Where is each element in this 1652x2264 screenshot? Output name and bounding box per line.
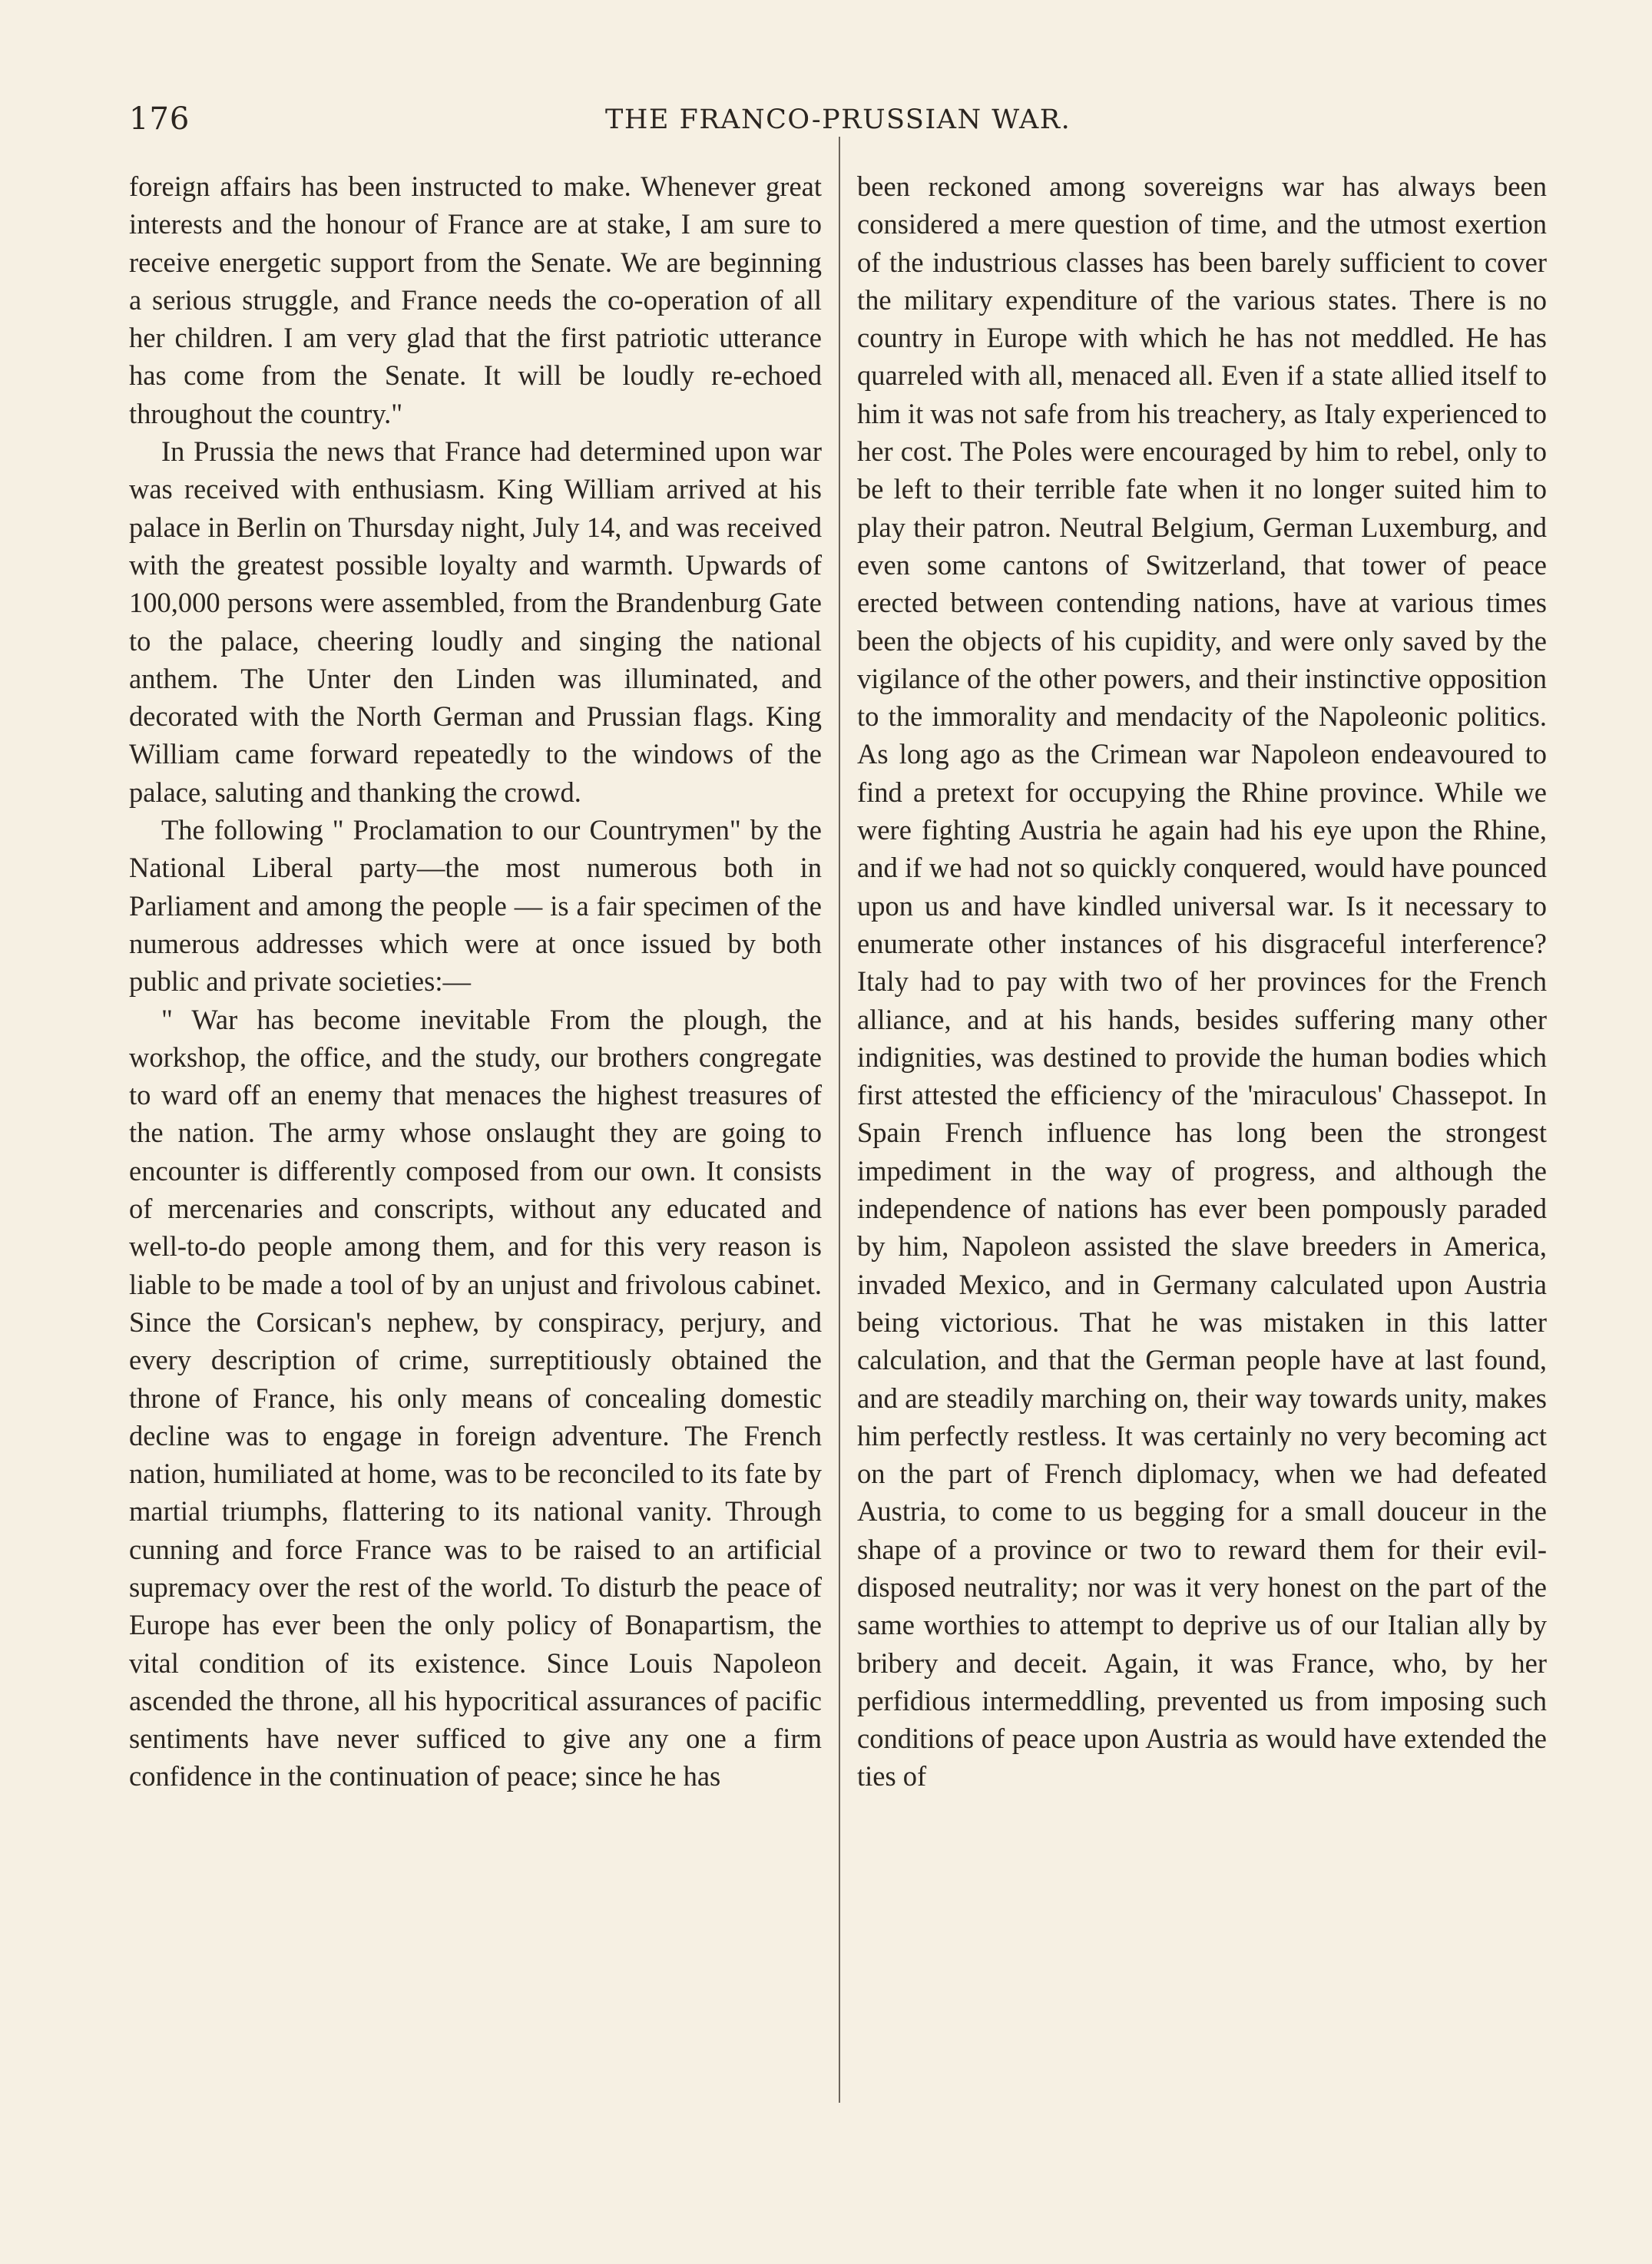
running-title: THE FRANCO-PRUSSIAN WAR. <box>605 104 1071 135</box>
paragraph: " War has become inevitable From the plough, the workshop, the office, and the study, our brothers congregate to ward off an enemy that menaces the highest treasures of the nation. The army whose onslaught they are going to encounter is differently composed from our own. It consists of mercenaries and conscripts, without any educated and well-to-do people among them, and for this very reason is liable to be made a tool of by an unjust and frivolous cabinet. Since the Corsican's nephew, by conspiracy, perjury, and every description of crime, surreptitiously obtained the throne of France, his only means of concealing domestic decline was to engage in foreign adventure. The French nation, humiliated at home, was to be reconciled to its fate by martial triumphs, flattering to its national vanity. Through cunning and force France was to be raised to an artificial supremacy over the rest of the world. To disturb the peace of Europe has ever been the only policy of Bonapartism, the vital condition of its existence. Since Louis Napoleon ascended the throne, all his hypocritical assurances of pacific sentiments have never sufficed to give any one a firm confidence in the continuation of peace; since he has <box>129 1003 822 1792</box>
left-column <box>129 167 822 1796</box>
right-column <box>857 167 1547 1796</box>
running-head <box>129 101 1542 147</box>
paragraph: In Prussia the news that France had determined upon war was received with enthusiasm. King William arrived at his palace in Berlin on Thursday night, July 14, and was received with the greatest possible loyalty and warmth. Upwards of 100,000 persons were assembled, from the Brandenburg Gate to the palace, cheering loudly and singing the national anthem. The Unter den Linden was illuminated, and decorated with the North German and Prussian flags. King William came forward repeatedly to the windows of the palace, saluting and thanking the crowd. <box>129 435 822 808</box>
paragraph: The following " Proclamation to our Countrymen" by the National Liberal party—the most numerous both in Parliament and among the people — is a fair specimen of the numerous addresses which were at once issued by both public and private societies:— <box>129 814 822 998</box>
paragraph: been reckoned among sovereigns war has always been considered a mere question of time, and the utmost exertion of the industrious classes has been barely sufficient to cover the military expenditure of the various states. There is no country in Europe with which he has not meddled. He has quarreled with all, menaced all. Even if a state allied itself to him it was not safe from his treachery, as Italy experienced to her cost. The Poles were encouraged by him to rebel, only to be left to their terrible fate when it no longer suited him to play their patron. Neutral Belgium, German Luxemburg, and even some cantons of Switzerland, that tower of peace erected between contending nations, have at various times been the objects of his cupidity, and were only saved by the vigilance of the other powers, and their instinctive opposition to the immorality and mendacity of the Napoleonic politics. As long ago as the Crimean war Napoleon endeavoured to find a pretext for occupying the Rhine province. While we were fighting Austria he again had his eye upon the Rhine, and if we had not so quickly conquered, would have pounced upon us and have kindled universal war. Is it necessary to enumerate other instances of his disgraceful interference? Italy had to pay with two of her provinces for the French alliance, and at his hands, besides suffering many other indignities, was destined to provide the human bodies which first attested the efficiency of the 'miraculous' Chassepot. In Spain French influence has long been the strongest impediment in the way of progress, and although the independence of nations has ever been pompously paraded by him, Napoleon assisted the slave breeders in America, invaded Mexico, and in Germany calculated upon Austria being victorious. That he was mistaken in this latter calculation, and that the German people have at last found, and are steadily marching on, their way towards unity, makes him perfectly restless. It was certainly no very becoming act on the part of French diplomacy, when we had defeated Austria, to come to us begging for a small douceur in the shape of a province or two to reward them for their evil-disposed neutrality; nor was it very honest on the part of the same worthies to attempt to deprive us of our Italian ally by bribery and deceit. Again, it was France, who, by her perfidious intermeddling, prevented us from imposing such conditions of peace upon Austria as would have extended the ties of <box>857 170 1547 1792</box>
page-number: 176 <box>129 101 190 137</box>
column-divider <box>839 137 840 2103</box>
paragraph: foreign affairs has been instructed to make. Whenever great interests and the honour of France are at stake, I am sure to receive energetic support from the Senate. We are beginning a serious struggle, and France needs the co-operation of all her children. I am very glad that the first patriotic utterance has come from the Senate. It will be loudly re-echoed throughout the country." <box>129 170 822 429</box>
